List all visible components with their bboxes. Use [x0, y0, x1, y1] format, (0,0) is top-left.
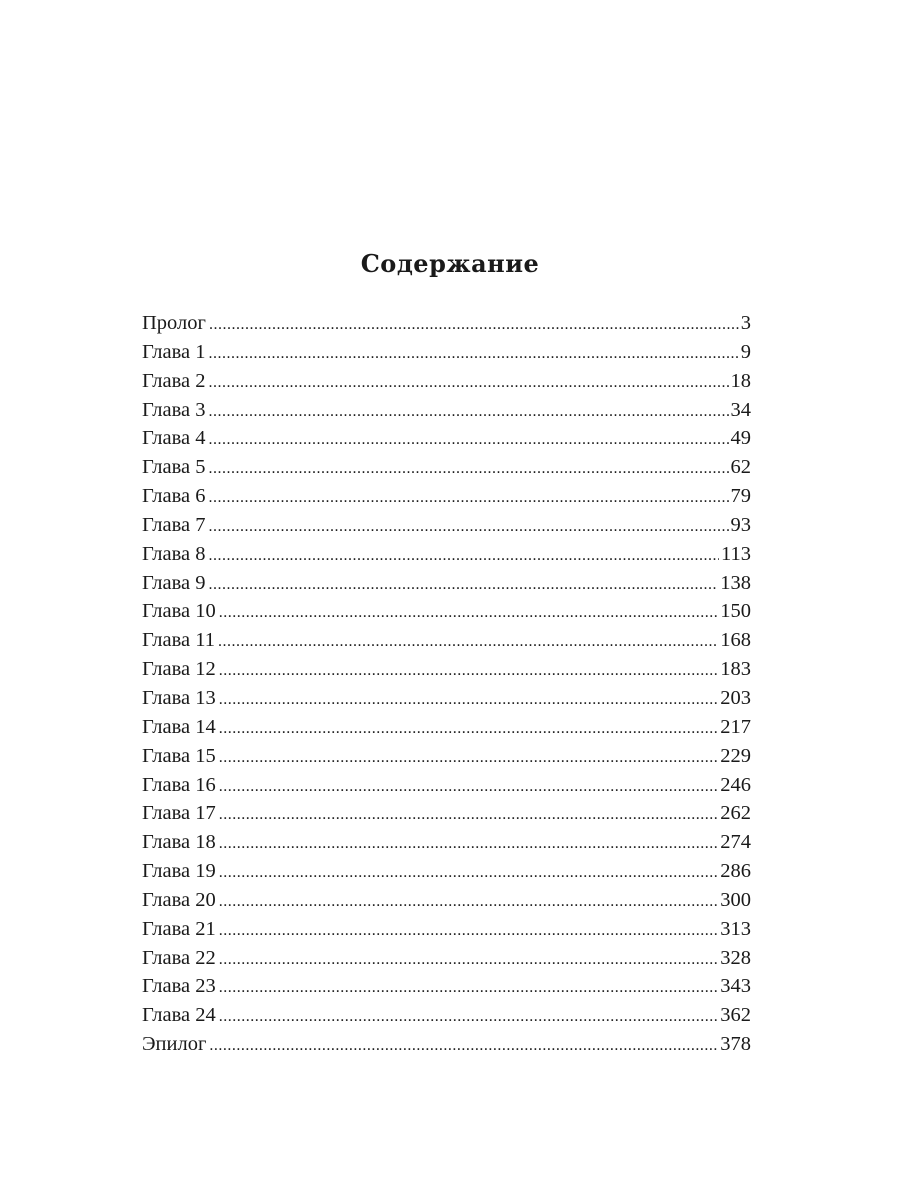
toc-entry-page-number: 62 [730, 456, 751, 479]
toc-entry-title: Глава 6 [142, 485, 206, 508]
toc-dot-leader [219, 599, 718, 626]
toc-dot-leader [209, 542, 719, 569]
toc-entry-title: Глава 1 [142, 340, 206, 363]
toc-entry[interactable] [142, 367, 751, 396]
toc-entry-page-number: 328 [720, 946, 751, 969]
toc-entry[interactable] [142, 1030, 751, 1059]
toc-entry[interactable] [142, 972, 751, 1001]
toc-entry-title: Глава 20 [142, 888, 216, 911]
toc-dot-leader [219, 657, 718, 684]
toc-dot-leader [219, 888, 718, 915]
toc-entry-page-number: 3 [740, 312, 751, 334]
toc-dot-leader [219, 830, 718, 857]
toc-entry-title: Глава 11 [142, 629, 216, 652]
toc-entry[interactable] [142, 453, 751, 482]
toc-entry-page-number: 18 [730, 369, 751, 392]
toc-entry-page-number: 9 [740, 340, 751, 363]
toc-entry-page-number: 274 [720, 831, 751, 854]
toc-entry-title: Глава 18 [142, 831, 216, 854]
toc-entry[interactable] [142, 684, 751, 713]
toc-entry-page-number: 203 [720, 686, 751, 709]
toc-entry[interactable] [142, 742, 751, 771]
toc-entry-title: Глава 15 [142, 744, 216, 767]
toc-entry-page-number: 313 [720, 917, 751, 940]
toc-entry-title: Глава 8 [142, 542, 206, 565]
toc-entry[interactable] [142, 828, 751, 857]
toc-dot-leader [218, 628, 718, 655]
toc-dot-leader [219, 859, 718, 886]
toc-entry-page-number: 79 [730, 485, 751, 508]
toc-dot-leader [219, 686, 718, 713]
toc-entry[interactable] [142, 511, 751, 540]
toc-entry-title: Глава 7 [142, 513, 206, 536]
toc-entry[interactable] [142, 944, 751, 973]
toc-dot-leader [209, 311, 739, 338]
toc-entry[interactable] [142, 569, 751, 598]
toc-entry-title: Глава 14 [142, 715, 216, 738]
toc-entry[interactable] [142, 915, 751, 944]
toc-entry-title: Глава 13 [142, 686, 216, 709]
toc-entry[interactable] [142, 540, 751, 569]
toc-entry-title: Глава 10 [142, 600, 216, 623]
toc-dot-leader [209, 369, 729, 396]
toc-entry-title: Глава 5 [142, 456, 206, 479]
toc-entry[interactable] [142, 309, 751, 338]
toc-dot-leader [209, 484, 729, 511]
toc-entry-page-number: 113 [721, 542, 751, 565]
toc-dot-leader [219, 715, 718, 742]
toc-entry[interactable] [142, 1001, 751, 1030]
toc-dot-leader [209, 398, 729, 425]
toc-entry-page-number: 93 [730, 513, 751, 536]
toc-dot-leader [209, 426, 729, 453]
toc-dot-leader [209, 571, 719, 598]
table-of-contents [142, 309, 751, 1059]
toc-dot-leader [209, 513, 729, 540]
toc-dot-leader [219, 917, 718, 944]
toc-entry[interactable] [142, 396, 751, 425]
toc-entry-title: Глава 2 [142, 369, 206, 392]
toc-entry-title: Глава 9 [142, 571, 206, 594]
toc-entry-page-number: 168 [720, 629, 751, 652]
toc-entry-page-number: 34 [730, 398, 751, 421]
toc-entry[interactable] [142, 713, 751, 742]
toc-entry-title: Пролог [142, 312, 206, 334]
toc-entry[interactable] [142, 857, 751, 886]
toc-entry-title: Глава 24 [142, 1004, 216, 1027]
toc-dot-leader [209, 455, 729, 482]
toc-entry-title: Глава 17 [142, 802, 216, 825]
toc-entry-title: Глава 16 [142, 773, 216, 796]
toc-entry-page-number: 262 [720, 802, 751, 825]
toc-entry-page-number: 362 [720, 1004, 751, 1027]
toc-entry[interactable] [142, 338, 751, 367]
toc-entry[interactable] [142, 799, 751, 828]
toc-dot-leader [219, 744, 718, 771]
toc-entry-page-number: 343 [720, 975, 751, 998]
toc-entry[interactable] [142, 597, 751, 626]
toc-entry[interactable] [142, 771, 751, 800]
toc-entry-page-number: 229 [720, 744, 751, 767]
toc-entry-page-number: 138 [720, 571, 751, 594]
toc-entry-page-number: 217 [720, 715, 751, 738]
toc-entry-title: Глава 19 [142, 860, 216, 883]
toc-dot-leader [219, 946, 718, 973]
toc-entry-page-number: 49 [730, 427, 751, 450]
toc-entry[interactable] [142, 482, 751, 511]
toc-entry-page-number: 300 [720, 888, 751, 911]
toc-dot-leader [219, 974, 718, 1001]
toc-dot-leader [219, 773, 718, 800]
toc-entry-page-number: 378 [720, 1033, 751, 1056]
toc-entry-page-number: 183 [720, 658, 751, 681]
toc-entry-title: Глава 4 [142, 427, 206, 450]
toc-entry-title: Глава 12 [142, 658, 216, 681]
page-title: Содержание [360, 249, 540, 278]
toc-entry-title: Глава 23 [142, 975, 216, 998]
toc-entry-title: Глава 22 [142, 946, 216, 969]
toc-entry-title: Эпилог [142, 1033, 207, 1056]
toc-dot-leader [209, 1032, 718, 1059]
toc-entry-title: Глава 21 [142, 917, 216, 940]
toc-entry-page-number: 246 [720, 773, 751, 796]
toc-entry[interactable] [142, 886, 751, 915]
toc-entry-page-number: 286 [720, 860, 751, 883]
toc-dot-leader [219, 801, 718, 828]
toc-entry-title: Глава 3 [142, 398, 206, 421]
toc-dot-leader [219, 1003, 718, 1030]
toc-entry[interactable] [142, 626, 751, 655]
toc-entry[interactable] [142, 655, 751, 684]
toc-entry-page-number: 150 [720, 600, 751, 623]
toc-dot-leader [209, 340, 739, 367]
toc-entry[interactable] [142, 424, 751, 453]
